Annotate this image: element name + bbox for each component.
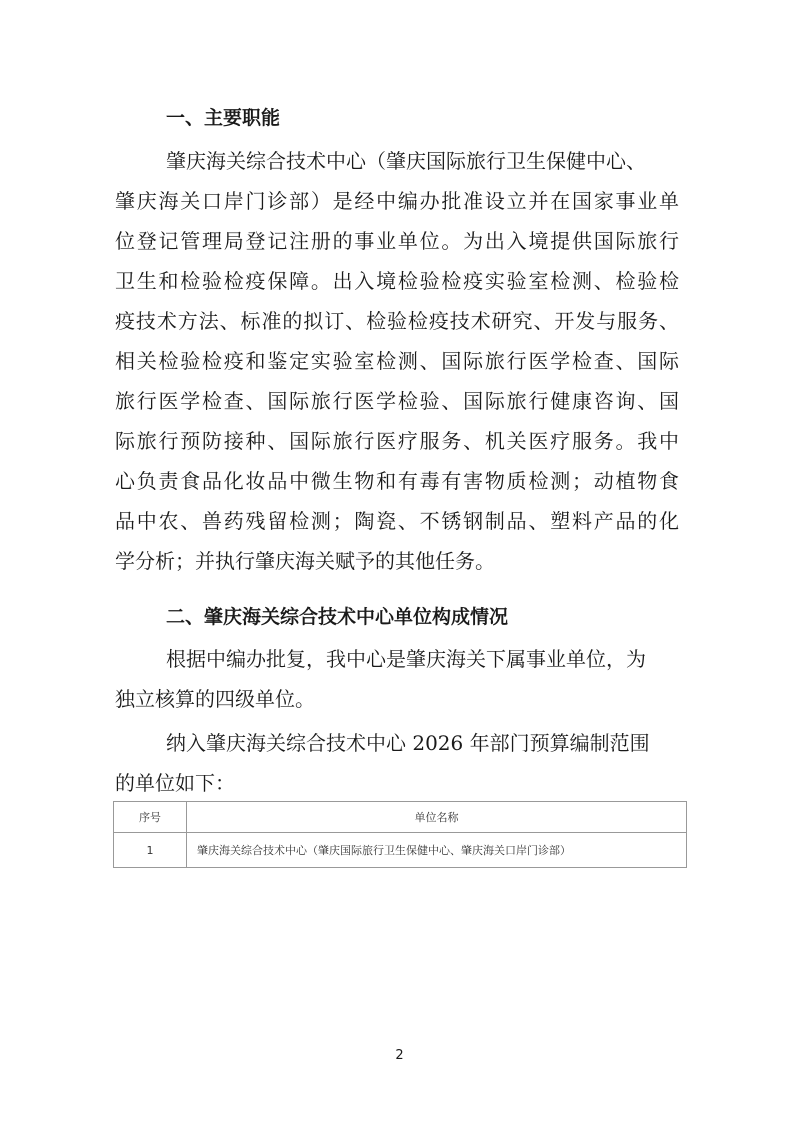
section-heading-unit-composition: 二、肇庆海关综合技术中心单位构成情况 — [166, 606, 509, 628]
paragraph-line: 际旅行预防接种、国际旅行医疗服务、机关医疗服务。我中 — [115, 429, 679, 453]
column-header-index: 序号 — [114, 802, 187, 833]
table-cell-index: 1 — [114, 833, 187, 868]
paragraph-line: 学分析；并执行肇庆海关赋予的其他任务。 — [115, 549, 495, 573]
paragraph-line: 品中农、兽药残留检测；陶瓷、不锈钢制品、塑料产品的化 — [115, 509, 679, 533]
page-number: 2 — [395, 1048, 404, 1063]
table-cell-unit-name: 肇庆海关综合技术中心（肇庆国际旅行卫生保健中心、肇庆海关口岸门诊部） — [187, 833, 687, 868]
paragraph-line: 肇庆海关综合技术中心（肇庆国际旅行卫生保健中心、 — [166, 149, 646, 173]
paragraph-line: 心负责食品化妆品中微生物和有毒有害物质检测；动植物食 — [115, 469, 679, 493]
paragraph-line: 根据中编办批复，我中心是肇庆海关下属事业单位，为 — [166, 647, 646, 671]
paragraph-line: 相关检验检疫和鉴定实验室检测、国际旅行医学检查、国际 — [115, 349, 679, 373]
table-row — [114, 833, 687, 868]
section-heading-main-functions: 一、主要职能 — [166, 107, 281, 129]
paragraph-line: 疫技术方法、标准的拟订、检验检疫技术研究、开发与服务、 — [115, 309, 679, 333]
units-table — [113, 801, 687, 868]
paragraph-line: 的单位如下： — [115, 771, 235, 795]
paragraph-line: 旅行医学检查、国际旅行医学检验、国际旅行健康咨询、国 — [115, 389, 679, 413]
paragraph-line: 独立核算的四级单位。 — [115, 687, 315, 711]
paragraph-line: 位登记管理局登记注册的事业单位。为出入境提供国际旅行 — [115, 229, 679, 253]
paragraph-line: 肇庆海关口岸门诊部）是经中编办批准设立并在国家事业单 — [115, 189, 679, 213]
paragraph-line: 卫生和检验检疫保障。出入境检验检疫实验室检测、检验检 — [115, 269, 679, 293]
column-header-unit-name: 单位名称 — [187, 802, 687, 833]
table-header-row — [114, 802, 687, 833]
paragraph-line: 纳入肇庆海关综合技术中心 2026 年部门预算编制范围 — [166, 731, 650, 755]
